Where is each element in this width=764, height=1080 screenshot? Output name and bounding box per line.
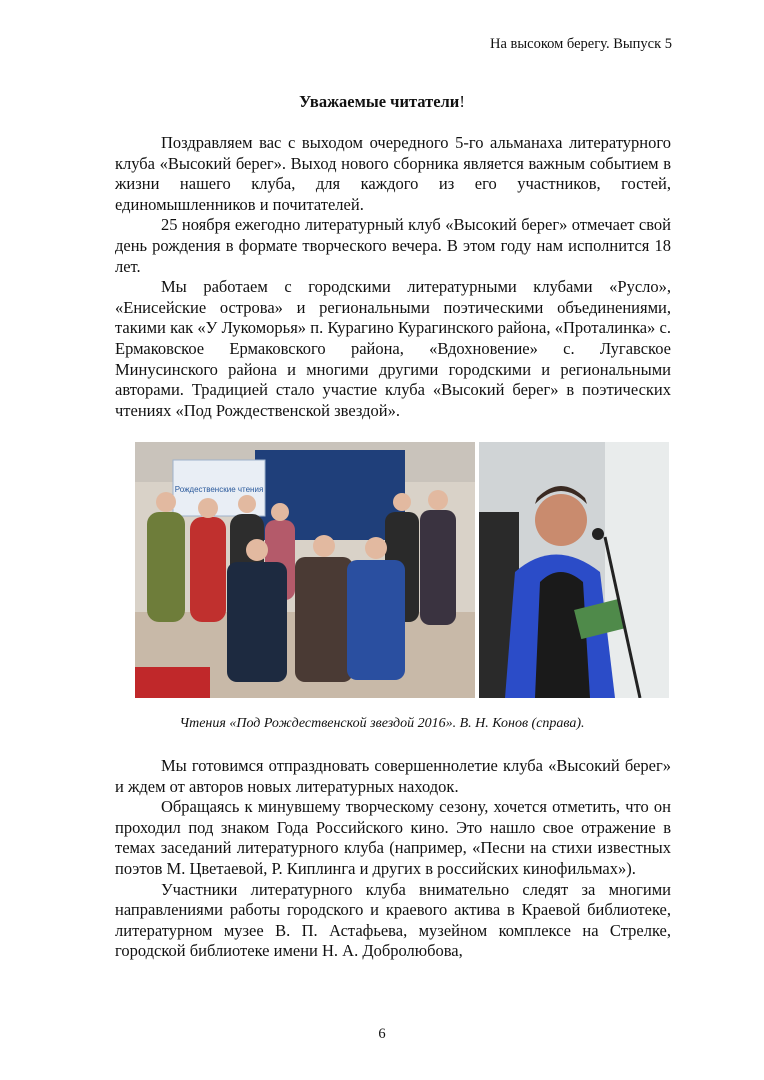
running-header: На высоком берегу. Выпуск 5 <box>490 36 672 52</box>
body-text-bottom <box>115 756 671 962</box>
figure-caption: Чтения «Под Рождественской звездой 2016». В. Н. Конов (справа). <box>179 716 585 731</box>
banner-text: Рождественские чтения <box>174 485 264 494</box>
photo-collage <box>135 442 669 698</box>
title-exclamation: ! <box>459 92 465 111</box>
page-number: 6 <box>378 1026 386 1042</box>
paragraph: Поздравляем вас с выходом очередного 5-го альманаха литературного клуба «Высокий берег». Выход нового сборника является важным событием в жизни нашего клуба, для каждого из его участников, гостей, единомышленников и почитателей. <box>115 133 671 214</box>
group-photo <box>135 442 475 698</box>
paragraph: Обращаясь к минувшему творческому сезону, хочется отметить, что он проходил под знаком Года Российского кино. Это нашло свое отражение в темах заседаний литературного клуба (например, «Песни на стихи известных поэтов М. Цветаевой, Р. Киплинга и других в российских кинофильмах»). <box>115 797 671 878</box>
portrait-photo <box>479 442 669 698</box>
page-title <box>0 92 764 112</box>
paragraph: 25 ноября ежегодно литературный клуб «Высокий берег» отмечает свой день рождения в формате творческого вечера. В этом году нам исполнится 18 лет. <box>115 215 671 276</box>
paragraph: Мы работаем с городскими литературными клубами «Русло», «Енисейские острова» и региональными поэтическими объединениями, такими как «У Лукоморья» п. Курагино Курагинского района, «Проталинка» с. Ермаковское Ермаковского района, «Вдохновение» с. Лугавское Минусинского района и многими другими городскими и региональными авторами. Традицией стало участие клуба «Высокий берег» в поэтических чтениях «Под Рождественской звездой». <box>115 277 671 420</box>
body-text-top <box>115 133 671 421</box>
paragraph: Мы готовимся отпраздновать совершеннолетие клуба «Высокий берег» и ждем от авторов новых литературных находок. <box>115 756 671 796</box>
title-text: Уважаемые читатели <box>299 92 460 111</box>
paragraph: Участники литературного клуба внимательно следят за многими направлениями работы городского и краевого актива в Краевой библиотеке, литературном музее В. П. Астафьева, музейном комплексе на Стрелке, городской библиотеке имени Н. А. Добролюбова, <box>115 879 671 961</box>
